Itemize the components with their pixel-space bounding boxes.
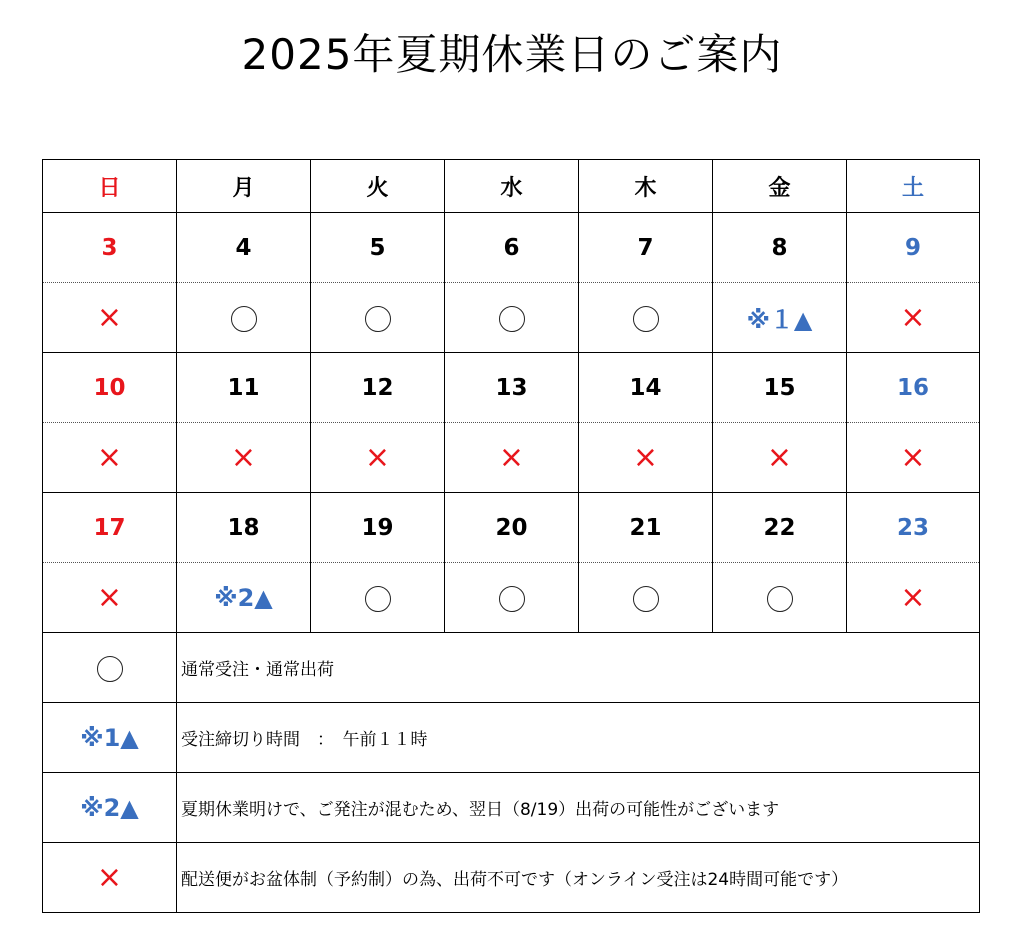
date-row: [43, 353, 980, 423]
status-open-circle-icon: [499, 306, 525, 332]
date-cell: 6: [445, 213, 579, 283]
date-cell: 22: [713, 493, 847, 563]
legend-symbol-cell: [43, 703, 177, 773]
status-cell: [713, 283, 847, 353]
date-cell: 7: [579, 213, 713, 283]
weekday-thursday: 木: [579, 160, 713, 213]
status-row: [43, 563, 980, 633]
date-cell: 13: [445, 353, 579, 423]
legend-row: [43, 843, 980, 913]
status-note-marker: ※2▲: [214, 583, 273, 612]
date-cell: 5: [311, 213, 445, 283]
status-closed-cross-icon: ×: [900, 439, 926, 475]
status-open-circle-icon: [231, 306, 257, 332]
status-cell: [311, 563, 445, 633]
legend-symbol-cell: [43, 773, 177, 843]
date-cell: 19: [311, 493, 445, 563]
status-cell: [445, 563, 579, 633]
date-cell: 17: [43, 493, 177, 563]
status-cell: [177, 563, 311, 633]
status-cell: [579, 423, 713, 493]
status-cell: [713, 423, 847, 493]
weekday-sunday: 日: [43, 160, 177, 213]
status-closed-cross-icon: ×: [900, 579, 926, 615]
legend-description: 配送便がお盆体制（予約制）の為、出荷不可です（オンライン受注は24時間可能です）: [177, 843, 980, 913]
status-cell: [43, 423, 177, 493]
date-cell: 8: [713, 213, 847, 283]
status-closed-cross-icon: ×: [900, 299, 926, 335]
weekday-friday: 金: [713, 160, 847, 213]
legend-row: [43, 773, 980, 843]
status-cell: [579, 563, 713, 633]
status-cell: [177, 283, 311, 353]
legend-row: [43, 703, 980, 773]
weekday-header-row: [43, 160, 980, 213]
date-cell: 14: [579, 353, 713, 423]
legend-note-marker: ※2▲: [80, 793, 139, 822]
legend-description: 通常受注・通常出荷: [177, 633, 980, 703]
status-closed-cross-icon: ×: [364, 439, 391, 475]
status-cell: [311, 423, 445, 493]
status-open-circle-icon: [365, 306, 391, 332]
legend-description: 受注締切り時間 ： 午前１１時: [177, 703, 980, 773]
legend-closed-cross-icon: ×: [96, 859, 123, 895]
date-cell: 11: [177, 353, 311, 423]
date-cell: 16: [847, 353, 980, 423]
status-cell: [713, 563, 847, 633]
status-cell: [579, 283, 713, 353]
legend-row: [43, 633, 980, 703]
status-open-circle-icon: [633, 586, 659, 612]
status-closed-cross-icon: ×: [96, 439, 123, 475]
status-closed-cross-icon: ×: [498, 439, 525, 475]
date-row: [43, 493, 980, 563]
status-open-circle-icon: [767, 586, 793, 612]
weekday-wednesday: 水: [445, 160, 579, 213]
page-title: 2025年夏期休業日のご案内: [241, 30, 783, 79]
date-cell: 10: [43, 353, 177, 423]
legend-open-circle-icon: [97, 656, 123, 682]
status-note-marker: ※１▲: [746, 306, 813, 334]
weekday-saturday: 土: [847, 160, 980, 213]
date-cell: 21: [579, 493, 713, 563]
date-cell: 23: [847, 493, 980, 563]
weekday-tuesday: 火: [311, 160, 445, 213]
date-cell: 4: [177, 213, 311, 283]
date-cell: 3: [43, 213, 177, 283]
status-closed-cross-icon: ×: [96, 579, 123, 615]
status-closed-cross-icon: ×: [632, 439, 659, 475]
status-closed-cross-icon: ×: [96, 299, 123, 335]
holiday-calendar: [42, 159, 980, 913]
date-cell: 12: [311, 353, 445, 423]
status-closed-cross-icon: ×: [766, 439, 793, 475]
status-cell: [847, 563, 980, 633]
legend-description: 夏期休業明けで、ご発注が混むため、翌日（8/19）出荷の可能性がございます: [177, 773, 980, 843]
date-cell: 9: [847, 213, 980, 283]
status-closed-cross-icon: ×: [230, 439, 257, 475]
status-cell: [311, 283, 445, 353]
status-open-circle-icon: [365, 586, 391, 612]
date-row: [43, 213, 980, 283]
status-cell: [847, 423, 980, 493]
date-cell: 18: [177, 493, 311, 563]
status-cell: [445, 283, 579, 353]
status-cell: [177, 423, 311, 493]
legend-note-marker: ※1▲: [80, 723, 139, 752]
date-cell: 15: [713, 353, 847, 423]
status-open-circle-icon: [499, 586, 525, 612]
legend-symbol-cell: [43, 843, 177, 913]
date-cell: 20: [445, 493, 579, 563]
status-cell: [43, 283, 177, 353]
status-cell: [445, 423, 579, 493]
status-cell: [43, 563, 177, 633]
legend-symbol-cell: [43, 633, 177, 703]
weekday-monday: 月: [177, 160, 311, 213]
status-row: [43, 283, 980, 353]
status-cell: [847, 283, 980, 353]
status-open-circle-icon: [633, 306, 659, 332]
status-row: [43, 423, 980, 493]
